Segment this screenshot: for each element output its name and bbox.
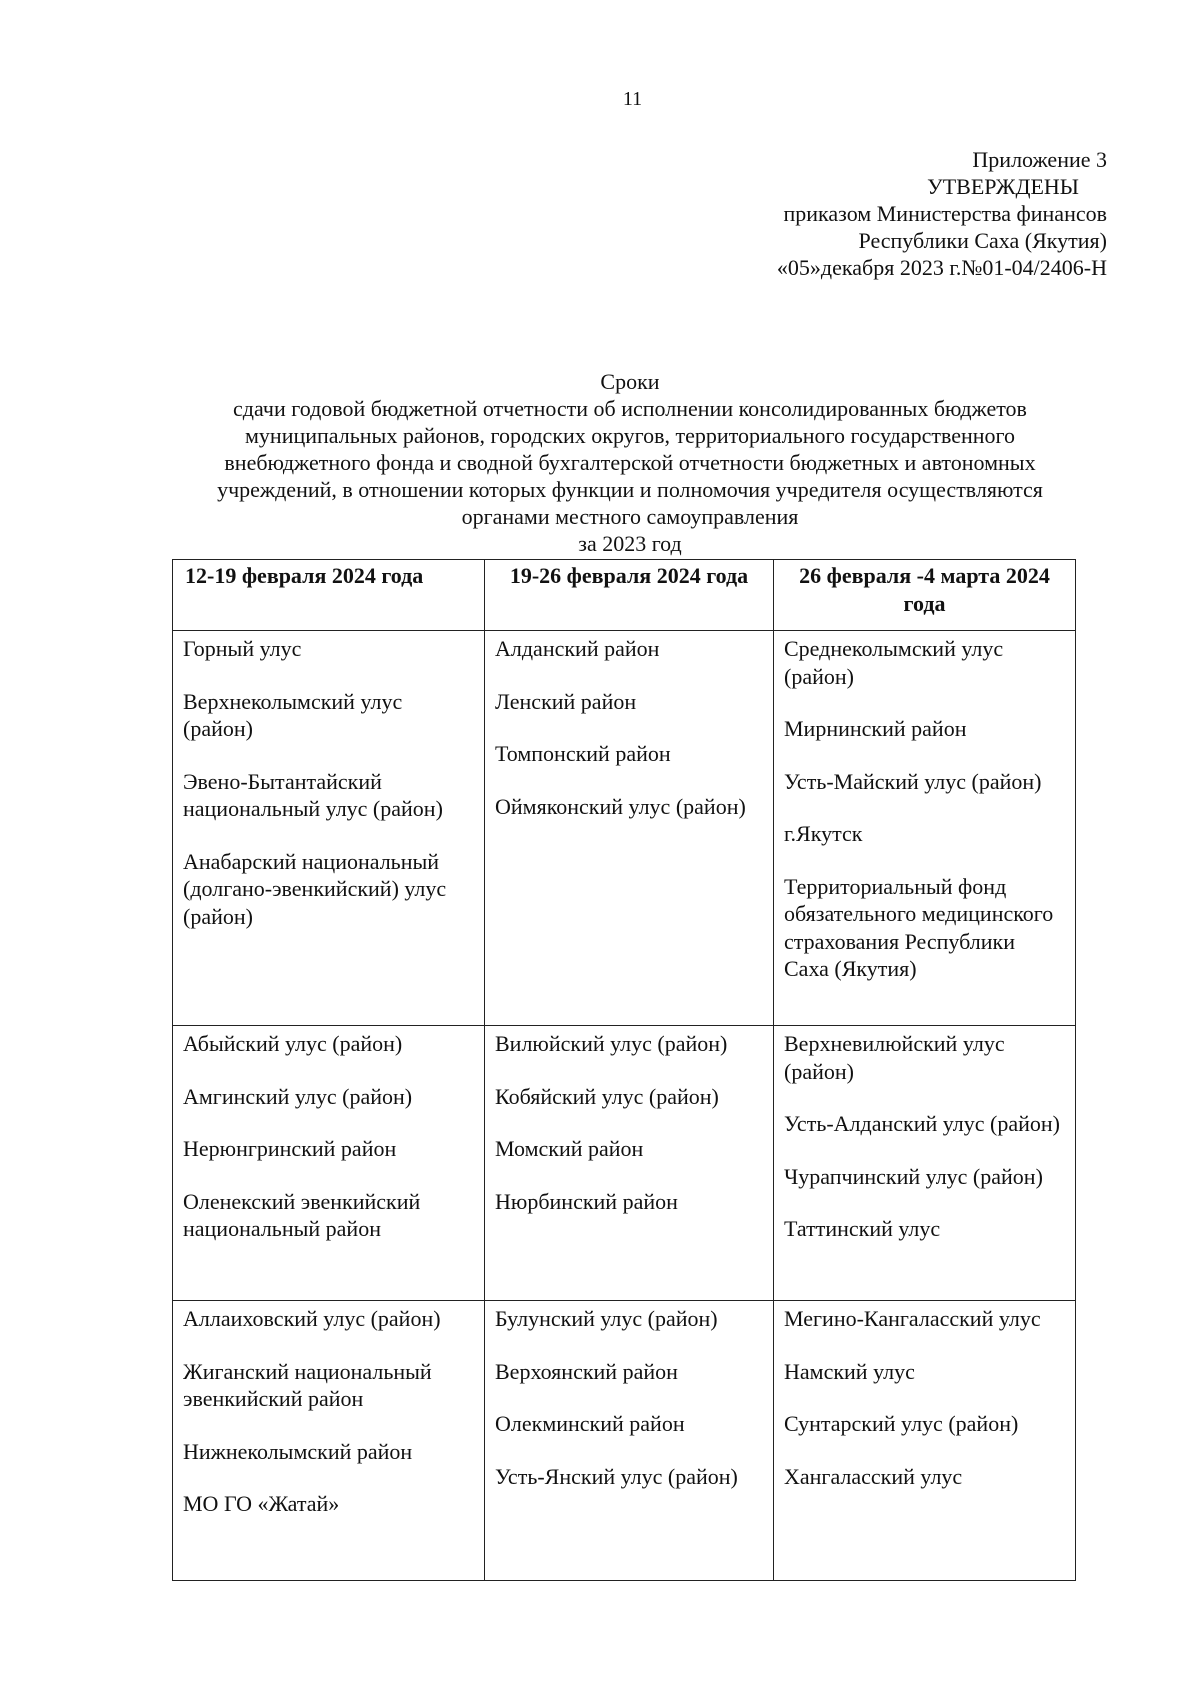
title-heading: Сроки — [600, 369, 660, 394]
district-entry: Чурапчинский улус (район) — [784, 1163, 1043, 1189]
district-entry: Ленский район — [495, 688, 637, 714]
district-entry: Усть-Янский улус (район) — [495, 1463, 738, 1489]
order-date-number: «05»декабря 2023 г.№01-04/2406-Н — [776, 255, 1107, 280]
approval-block — [777, 146, 1107, 281]
district-entry: Усть-Алданский улус (район) — [784, 1111, 1061, 1136]
document-title — [140, 368, 1120, 557]
district-entry: МО ГО «Жатай» — [183, 1491, 340, 1516]
district-entry: Горный улус — [183, 636, 302, 661]
district-entry: Усть-Майский улус (район) — [784, 768, 1042, 794]
column-header: 12-19 февраля 2024 года — [173, 560, 485, 631]
table-cell — [774, 1301, 1076, 1581]
district-entry: Верхнеколымский улус (район) — [183, 688, 403, 741]
title-line: органами местного самоуправления — [461, 504, 799, 529]
district-entry: Мирнинский район — [784, 716, 967, 741]
ministry-republic: Республики Саха (Якутия) — [858, 228, 1107, 253]
district-entry: Амгинский улус (район) — [183, 1083, 413, 1109]
district-entry: Сунтарский улус (район) — [784, 1411, 1019, 1436]
district-entry: Нерюнгринский район — [183, 1136, 397, 1161]
district-entry: Территориальный фонд обязательного медицинского страхования Республики Саха (Якутия) — [784, 873, 1054, 981]
schedule-table — [172, 559, 1076, 1581]
district-entry: Хангаласский улус — [784, 1463, 963, 1489]
page-number: 11 — [622, 88, 643, 110]
title-year: за 2023 год — [578, 531, 682, 556]
district-entry: Мегино-Кангаласский улус — [784, 1306, 1041, 1331]
table-cell — [485, 1301, 774, 1581]
district-entry: Томпонский район — [495, 741, 671, 766]
district-entry: Среднеколымский улус (район) — [784, 636, 1004, 689]
table-cell — [774, 631, 1076, 1026]
title-line: сдачи годовой бюджетной отчетности об исполнении консолидированных бюджетов — [233, 396, 1027, 421]
district-entry: Жиганский национальный эвенкийский район — [183, 1358, 432, 1411]
district-entry: Кобяйский улус (район) — [495, 1083, 719, 1109]
table-cell — [173, 1026, 485, 1301]
district-entry: Абыйский улус (район) — [183, 1031, 403, 1056]
appendix-label: Приложение 3 — [972, 147, 1107, 172]
title-line: муниципальных районов, городских округов, территориального государственного — [245, 423, 1015, 448]
column-header: 26 февраля -4 марта 2024 года — [774, 560, 1076, 631]
district-entry: Оймяконский улус (район) — [495, 793, 746, 819]
table-header-row — [173, 560, 1076, 631]
district-entry: Булунский улус (район) — [495, 1306, 718, 1331]
table-cell — [485, 631, 774, 1026]
title-line: учреждений, в отношении которых функции и полномочия учредителя осуществляются — [217, 477, 1043, 502]
district-entry: Аллаиховский улус (район) — [183, 1306, 441, 1331]
district-entry: Анабарский национальный (долгано-эвенкийский) улус (район) — [183, 848, 447, 929]
table-row — [173, 1301, 1076, 1581]
approved-label: УТВЕРЖДЕНЫ — [927, 174, 1079, 199]
table-cell — [173, 1301, 485, 1581]
district-entry: Намский улус — [784, 1358, 915, 1384]
district-entry: г.Якутск — [784, 821, 863, 846]
column-header: 19-26 февраля 2024 года — [485, 560, 774, 631]
title-line: внебюджетного фонда и сводной бухгалтерской отчетности бюджетных и автономных — [224, 450, 1036, 475]
order-line: приказом Министерства финансов — [783, 201, 1107, 226]
district-entry: Нижнеколымский район — [183, 1438, 413, 1464]
district-entry: Таттинский улус — [784, 1216, 941, 1241]
district-entry: Нюрбинский район — [495, 1188, 678, 1214]
table-cell — [774, 1026, 1076, 1301]
table-row — [173, 1026, 1076, 1301]
district-entry: Оленекский эвенкийский национальный район — [183, 1188, 421, 1241]
table-cell — [485, 1026, 774, 1301]
district-entry: Верхоянский район — [495, 1358, 678, 1384]
district-entry: Олекминский район — [495, 1411, 685, 1436]
district-entry: Верхневилюйский улус (район) — [784, 1031, 1005, 1084]
district-entry: Вилюйский улус (район) — [495, 1031, 728, 1056]
table-row — [173, 631, 1076, 1026]
district-entry: Алданский район — [495, 636, 660, 661]
district-entry: Момский район — [495, 1136, 644, 1161]
table-cell — [173, 631, 485, 1026]
district-entry: Эвено-Бытантайский национальный улус (район) — [183, 768, 443, 821]
